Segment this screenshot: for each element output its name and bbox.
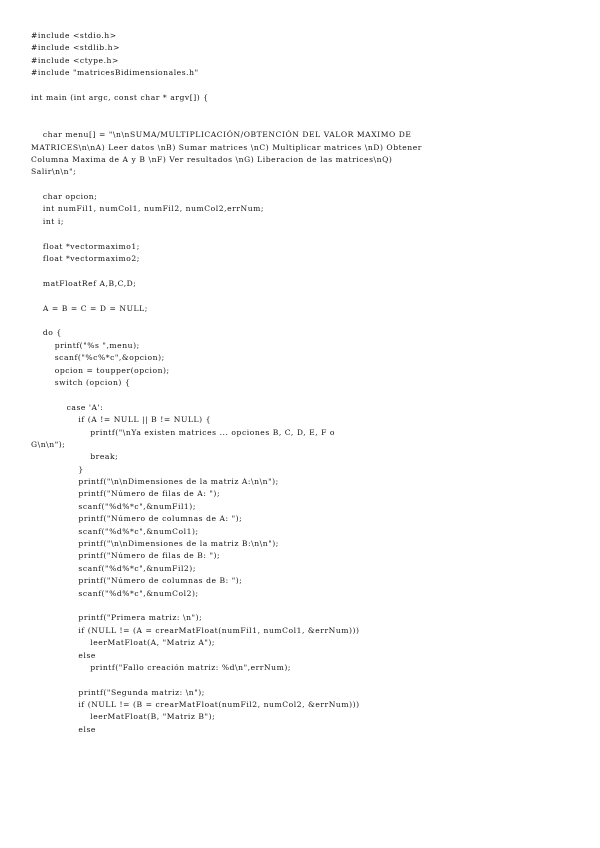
code-line: opcion = toupper(opcion); [31, 365, 170, 375]
code-line: leerMatFloat(B, "Matriz B"); [31, 712, 216, 722]
code-line: #include <ctype.h> [31, 55, 119, 65]
code-line: #include <stdio.h> [31, 31, 117, 40]
code-line: int i; [31, 216, 64, 226]
blank-line [31, 315, 591, 327]
code-line: matFloatRef A,B,C,D; [31, 278, 137, 288]
code-line: scanf("%d%*c",&numCol1); [31, 526, 199, 536]
blank-line [31, 80, 591, 92]
blank-line [31, 290, 591, 302]
code-line: float *vectormaximo1; [31, 241, 140, 251]
code-line: printf("%s ",menu); [31, 340, 140, 350]
code-line: printf("Número de filas de B: "); [31, 551, 221, 561]
code-line: printf("Segunda matriz: \n"); [31, 687, 205, 697]
code-line: MATRICES\n\nA) Leer datos \nB) Sumar matrices \nC) Multiplicar matrices \nD) Obtener [31, 142, 422, 152]
code-line: } [31, 464, 84, 474]
code-line: #include <stdlib.h> [31, 43, 121, 53]
code-line: do { [31, 328, 62, 338]
blank-line [31, 117, 591, 129]
blank-line [31, 600, 591, 612]
blank-line [31, 179, 591, 191]
code-line: #include "matricesBidimensionales.h" [31, 68, 199, 78]
code-line: switch (opcion) { [31, 377, 131, 387]
blank-line [31, 228, 591, 240]
code-line: else [31, 650, 96, 660]
blank-line [31, 104, 591, 116]
code-line: printf("Número de columnas de B: "); [31, 576, 243, 586]
code-line: printf("\n\nDimensiones de la matriz B:\n\n"); [31, 539, 279, 549]
code-line: char opcion; [31, 192, 98, 202]
code-line: int numFil1, numCol1, numFil2, numCol2,errNum; [31, 204, 265, 214]
code-line: G\n\n"); [31, 439, 66, 449]
blank-line [31, 265, 591, 277]
code-line: scanf("%c%*c",&opcion); [31, 353, 165, 363]
code-line: scanf("%d%*c",&numCol2); [31, 588, 199, 598]
source-code-block [31, 30, 591, 736]
code-line: float *vectormaximo2; [31, 254, 140, 264]
code-line: if (NULL != (A = crearMatFloat(numFil1, numCol1, &errNum))) [31, 625, 360, 635]
code-line: leerMatFloat(A, "Matriz A"); [31, 638, 216, 648]
code-line: break; [31, 452, 119, 462]
blank-line [31, 674, 591, 686]
code-line: printf("Número de filas de A: "); [31, 489, 221, 499]
code-line: if (NULL != (B = crearMatFloat(numFil2, numCol2, &errNum))) [31, 700, 360, 710]
blank-line [31, 389, 591, 401]
code-line: printf("\nYa existen matrices ... opciones B, C, D, E, F o [31, 427, 336, 437]
code-line: if (A != NULL || B != NULL) { [31, 415, 211, 425]
code-line: Columna Maxima de A y B \nF) Ver resultados \nG) Liberacion de las matrices\nQ) [31, 154, 393, 164]
code-line: printf("Número de columnas de A: "); [31, 514, 243, 524]
code-line: int main (int argc, const char * argv[]) { [31, 92, 209, 102]
code-line: printf("Fallo creación matriz: %d\n",errNum); [31, 662, 291, 672]
code-line: case 'A': [31, 402, 104, 412]
code-line: printf("Primera matriz: \n"); [31, 613, 203, 623]
code-line: else [31, 724, 96, 734]
code-line: A = B = C = D = NULL; [31, 303, 148, 313]
code-line: scanf("%d%*c",&numFil2); [31, 563, 196, 573]
code-line: scanf("%d%*c",&numFil1); [31, 501, 196, 511]
code-line: printf("\n\nDimensiones de la matriz A:\n\n"); [31, 477, 279, 487]
code-line: Salir\n\n"; [31, 167, 77, 177]
code-line: char menu[] = "\n\nSUMA/MULTIPLICACIÓN/OBTENCIÓN DEL VALOR MAXIMO DE [31, 130, 412, 140]
